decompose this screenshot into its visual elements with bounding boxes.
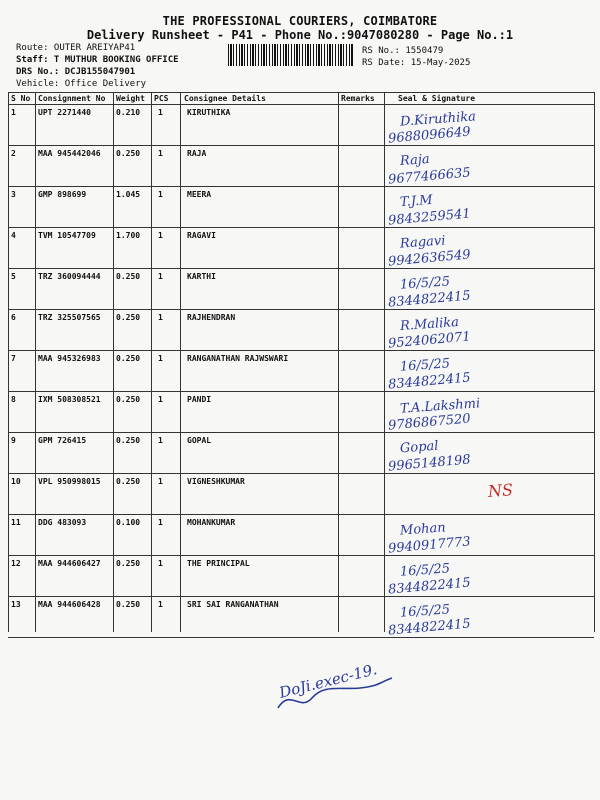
table-rule bbox=[8, 514, 594, 515]
cell-consignment-no: TVM 10547709 bbox=[38, 231, 96, 240]
signature-scrawl: Ragavi bbox=[399, 233, 446, 252]
cell-consignee: THE PRINCIPAL bbox=[187, 559, 250, 568]
cell-consignee: VIGNESHKUMAR bbox=[187, 477, 245, 486]
cell-pcs: 1 bbox=[158, 559, 163, 568]
col-sno: S No bbox=[11, 94, 31, 103]
signature-scrawl: T.J.M bbox=[399, 192, 434, 211]
cell-consignee: GOPAL bbox=[187, 436, 212, 445]
signature-scrawl: R.Malika bbox=[399, 314, 460, 335]
signature-phone: 9843259541 bbox=[387, 206, 472, 229]
signature-phone: 9940917773 bbox=[387, 534, 472, 557]
table-rule bbox=[8, 596, 594, 597]
cell-weight: 0.210 bbox=[116, 108, 141, 117]
col-remarks: Remarks bbox=[341, 94, 375, 103]
cell-sno: 1 bbox=[11, 108, 16, 117]
cell-consignment-no: TRZ 325507565 bbox=[38, 313, 101, 322]
cell-pcs: 1 bbox=[158, 313, 163, 322]
cell-consignee: KARTHI bbox=[187, 272, 216, 281]
cell-pcs: 1 bbox=[158, 436, 163, 445]
staff: Staff: T MUTHUR BOOKING OFFICE bbox=[16, 55, 179, 65]
cell-sno: 3 bbox=[11, 190, 16, 199]
col-pcs: PCS bbox=[154, 94, 169, 103]
cell-weight: 0.250 bbox=[116, 149, 141, 158]
column-rule bbox=[594, 92, 595, 632]
runsheet-title: Delivery Runsheet - P41 - Phone No.:9047080280 - Page No.:1 bbox=[86, 28, 514, 42]
table-rule bbox=[8, 432, 594, 433]
col-consignee: Consignee Details bbox=[184, 94, 266, 103]
cell-consignee: MEERA bbox=[187, 190, 212, 199]
company-name: THE PROFESSIONAL COURIERS, COIMBATORE bbox=[162, 14, 438, 28]
cell-pcs: 1 bbox=[158, 395, 163, 404]
signature-scrawl: D.Kiruthika bbox=[399, 109, 477, 130]
cell-sno: 4 bbox=[11, 231, 16, 240]
table-rule bbox=[8, 350, 594, 351]
signature-scrawl: 16/5/25 bbox=[399, 561, 451, 580]
signature-scrawl: NS bbox=[487, 480, 514, 501]
signature-scrawl: Raja bbox=[399, 151, 431, 170]
cell-weight: 0.250 bbox=[116, 272, 141, 281]
table-rule bbox=[8, 473, 594, 474]
cell-consignee: KIRUTHIKA bbox=[187, 108, 231, 117]
signature-scrawl: 16/5/25 bbox=[399, 356, 451, 375]
vehicle: Vehicle: Office Delivery bbox=[16, 79, 147, 89]
signature-scrawl: 16/5/25 bbox=[399, 274, 451, 293]
signature-phone: 9524062071 bbox=[387, 329, 472, 352]
footer-note: DoJi.exec-19. bbox=[277, 660, 379, 702]
cell-consignment-no: UPT 2271440 bbox=[38, 108, 91, 117]
signature-scrawl: 16/5/25 bbox=[399, 602, 451, 621]
column-rule bbox=[8, 92, 9, 632]
cell-consignment-no: MAA 944606427 bbox=[38, 559, 101, 568]
table-rule bbox=[8, 309, 594, 310]
cell-consignee: MOHANKUMAR bbox=[187, 518, 236, 527]
cell-consignee: RAJHENDRAN bbox=[187, 313, 236, 322]
cell-sno: 10 bbox=[11, 477, 21, 486]
cell-weight: 0.100 bbox=[116, 518, 141, 527]
cell-pcs: 1 bbox=[158, 190, 163, 199]
cell-sno: 11 bbox=[11, 518, 21, 527]
cell-pcs: 1 bbox=[158, 231, 163, 240]
cell-pcs: 1 bbox=[158, 477, 163, 486]
column-rule bbox=[113, 92, 114, 632]
cell-consignee: RAGAVI bbox=[187, 231, 216, 240]
cell-weight: 0.250 bbox=[116, 395, 141, 404]
cell-weight: 0.250 bbox=[116, 313, 141, 322]
cell-pcs: 1 bbox=[158, 108, 163, 117]
signature-phone: 9965148198 bbox=[387, 452, 472, 475]
rs-number: RS No.: 1550479 bbox=[362, 46, 444, 56]
cell-consignee: RAJA bbox=[187, 149, 207, 158]
column-rule bbox=[180, 92, 181, 632]
cell-consignee: SRI SAI RANGANATHAN bbox=[187, 600, 279, 609]
cell-sno: 9 bbox=[11, 436, 16, 445]
table-rule bbox=[8, 186, 594, 187]
table-rule bbox=[8, 92, 594, 93]
table-rule bbox=[8, 104, 594, 105]
cell-consignment-no: TRZ 360094444 bbox=[38, 272, 101, 281]
signature-phone: 9786867520 bbox=[387, 411, 472, 434]
barcode bbox=[228, 44, 354, 66]
cell-pcs: 1 bbox=[158, 600, 163, 609]
column-rule bbox=[35, 92, 36, 632]
signature-scrawl: Gopal bbox=[399, 438, 439, 457]
cell-weight: 0.250 bbox=[116, 559, 141, 568]
cell-consignee: RANGANATHAN RAJWSWARI bbox=[187, 354, 289, 363]
cell-sno: 2 bbox=[11, 149, 16, 158]
signature-phone: 9942636549 bbox=[387, 247, 472, 270]
rs-date: RS Date: 15-May-2025 bbox=[362, 58, 471, 68]
cell-weight: 0.250 bbox=[116, 354, 141, 363]
col-weight: Weight bbox=[116, 94, 145, 103]
cell-pcs: 1 bbox=[158, 272, 163, 281]
table-rule bbox=[8, 637, 594, 638]
col-signature: Seal & Signature bbox=[398, 94, 476, 103]
cell-consignment-no: IXM 508308521 bbox=[38, 395, 101, 404]
cell-consignment-no: GPM 726415 bbox=[38, 436, 87, 445]
cell-sno: 8 bbox=[11, 395, 16, 404]
table-rule bbox=[8, 391, 594, 392]
cell-consignment-no: VPL 950998015 bbox=[38, 477, 101, 486]
table-rule bbox=[8, 268, 594, 269]
cell-weight: 0.250 bbox=[116, 436, 141, 445]
signature-phone: 8344822415 bbox=[387, 370, 472, 393]
cell-consignee: PANDI bbox=[187, 395, 212, 404]
signature-phone: 8344822415 bbox=[387, 288, 472, 311]
signature-scrawl: Mohan bbox=[399, 520, 447, 539]
cell-consignment-no: MAA 944606428 bbox=[38, 600, 101, 609]
cell-pcs: 1 bbox=[158, 149, 163, 158]
signature-phone: 9677466635 bbox=[387, 165, 472, 188]
cell-consignment-no: DDG 483093 bbox=[38, 518, 87, 527]
table-rule bbox=[8, 227, 594, 228]
table-rule bbox=[8, 145, 594, 146]
signature-phone: 8344822415 bbox=[387, 575, 472, 598]
column-rule bbox=[384, 92, 385, 632]
cell-weight: 0.250 bbox=[116, 477, 141, 486]
cell-consignment-no: MAA 945442046 bbox=[38, 149, 101, 158]
cell-weight: 1.045 bbox=[116, 190, 141, 199]
table-rule bbox=[8, 555, 594, 556]
col-consignment: Consignment No bbox=[38, 94, 106, 103]
signature-phone: 9688096649 bbox=[387, 124, 472, 147]
cell-weight: 0.250 bbox=[116, 600, 141, 609]
runsheet-table bbox=[8, 92, 594, 639]
signature-phone: 8344822415 bbox=[387, 616, 472, 639]
cell-sno: 12 bbox=[11, 559, 21, 568]
cell-weight: 1.700 bbox=[116, 231, 141, 240]
cell-sno: 7 bbox=[11, 354, 16, 363]
route: Route: OUTER AREIYAP41 bbox=[16, 43, 136, 53]
cell-sno: 6 bbox=[11, 313, 16, 322]
cell-sno: 5 bbox=[11, 272, 16, 281]
cell-sno: 13 bbox=[11, 600, 21, 609]
cell-pcs: 1 bbox=[158, 518, 163, 527]
cell-consignment-no: GMP 898699 bbox=[38, 190, 87, 199]
column-rule bbox=[151, 92, 152, 632]
cell-consignment-no: MAA 945326983 bbox=[38, 354, 101, 363]
drs-number: DRS No.: DCJB155047901 bbox=[16, 67, 136, 77]
signature-scrawl: T.A.Lakshmi bbox=[399, 396, 481, 417]
column-rule bbox=[338, 92, 339, 632]
cell-pcs: 1 bbox=[158, 354, 163, 363]
